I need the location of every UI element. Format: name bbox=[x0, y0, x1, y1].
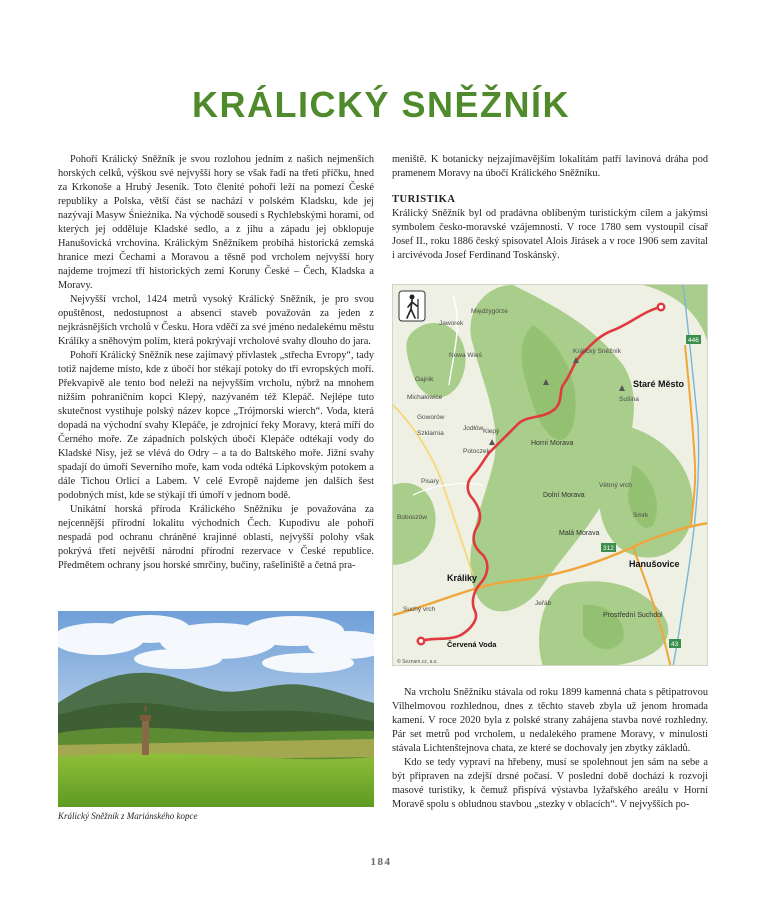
route-map bbox=[392, 284, 708, 666]
map-town-label: Hanušovice bbox=[629, 559, 680, 569]
left-column bbox=[58, 153, 374, 573]
page-title: KRÁLICKÝ SNĚŽNÍK bbox=[191, 84, 570, 125]
map-place-label: Suchý vrch bbox=[403, 606, 436, 613]
map-place-label: Nowa Wieś bbox=[449, 352, 482, 359]
paragraph: Králický Sněžník byl od pradávna oblíbeným turistickým cílem a jakýmsi symbolem česko-moravské vzájemnosti. V roce 1780 sem vystoupil císař Josef II., roku 1886 český spisovatel Alois Jirásek a v roce 1906 sem zavítal i arcivévoda Josef Ferdinand Toskánský. bbox=[392, 208, 708, 261]
map-town-label: Staré Město bbox=[633, 379, 685, 389]
map-place-label: Goworów bbox=[417, 414, 445, 421]
map-place-label: Szklarnia bbox=[417, 430, 444, 437]
map-place-label: Sušina bbox=[619, 396, 639, 403]
paragraph: meniště. K botanicky nejzajímavějším lokalitám patří lavinová dráha pod pramenem Moravy na úbočí Králického Sněžníku. bbox=[392, 154, 708, 179]
paragraph: Nejvyšší vrchol, 1424 metrů vysoký Králický Sněžník, je pro svou opuštěnost, nedostupnost a absenci staveb považován za jeden z nejkrásnějších vrcholů v Česku. Hora vděčí za své jméno nedalekému městu Králíky a sněhovým polím, která pokrývají vrcholové svahy dlouho do jara. bbox=[58, 294, 374, 347]
paragraph: Pohoří Králický Sněžník nese zajímavý přívlastek „střecha Evropy“, tady totiž najdeme místo, kde z úbočí hor stékají potoky do tří evropských moří. Překvapivě ale tento bod neleží na nejvyšším vrcholu, nýbrž na mnohem nižším pohraničním kopci Klepý, nazývaném též Klepáč. Nejlépe tuto skutečnost vystihuje polský název kopce „Trójmorski wierch“. Voda, která dopadá na východní svahy Klepáče, je zdrojnicí řeky Moravy, která míří do Černého moře. Ze západních polských úbočí Klepáče odtékají vody do Kladské Nisy, jež se vlévá do Odry – a ta do Baltského moře. Jižní svahy spadají do úmoří Severního moře, kam voda odtéká Lipkovským potokem a dále Tichou Orlicí a Labem. V celé Evropě najdeme jen dalších šest podobných míst, kde se stýkají tři úmoří v jednom bodě. bbox=[58, 350, 374, 501]
map-place-label: Větrný vrch bbox=[599, 482, 632, 489]
map-place-label: Potoczek bbox=[463, 448, 490, 455]
road-number-label: 312 bbox=[603, 545, 614, 552]
map-town-label: Prostřední Suchdol bbox=[603, 612, 663, 619]
road-number-label: 446 bbox=[688, 337, 699, 344]
map-place-label: Jaworek bbox=[439, 320, 464, 327]
paragraph: Unikátní horská příroda Králického Sněžníku je považována za nejcennější přírodní lokalitu východních Čech. Kupodivu ale pohoří nespadá pod ochranu chráněné krajinné oblasti, nejvyšší polohy však pokrývá třetí největší národní přírodní rezervace v České republice. Předmětem ochrany jsou horské smrčiny, bučiny, rašeliniště a četná pra- bbox=[58, 504, 374, 571]
map-place-label: Klepý bbox=[483, 428, 500, 435]
road-number-label: 43 bbox=[671, 641, 679, 648]
photo-caption: Králický Sněžník z Mariánského kopce bbox=[58, 811, 198, 821]
page-number: 184 bbox=[370, 856, 392, 868]
paragraph: Kdo se tedy vypraví na hřebeny, musí se spolehnout jen sám na sebe a být připraven na zdejší drsné počasí. V poslední době dochází k rozvoji masové turistiky, k čemuž přispívá výstavba lyžařského areálu v Horní Moravě spolu s obludnou stavbou „stezky v oblacích“. V nejvyšších po- bbox=[392, 757, 708, 810]
paragraph: Na vrcholu Sněžníku stávala od roku 1899 kamenná chata s pětipatrovou Vilhelmovou rozhlednou, dnes z těchto staveb zbyla už jenom hromada kamení. V roce 2020 byla z polské strany zahájena stavba nové rozhledny. Pár set metrů pod vrcholem, u nedalekého pramene Moravy, v minulosti stávala Lichtenštejnova chata, ze které se dochovaly jen zbytky základů. bbox=[392, 687, 708, 754]
map-town-label: Horní Morava bbox=[531, 440, 574, 447]
map-place-label: Michałowice bbox=[407, 394, 443, 401]
map-town-label: Dolní Morava bbox=[543, 492, 585, 499]
right-column-bottom bbox=[392, 686, 708, 812]
map-place-label: Jeřáb bbox=[535, 600, 552, 607]
map-place-label: Smrk bbox=[633, 512, 649, 519]
map-town-label: Malá Morava bbox=[559, 530, 600, 537]
right-column-top bbox=[392, 153, 708, 263]
map-place-label: Boboszów bbox=[397, 514, 427, 521]
map-place-label: Pisary bbox=[421, 478, 440, 485]
map-town-label: Králiky bbox=[447, 573, 478, 583]
paragraph: Pohoří Králický Sněžník je svou rozlohou jedním z našich nejmenších horských celků, výškou své nejvyšší hory se však řadí na třetí příčku, hned za Krkonoše a Hrubý Jeseník. Toto členité pohoří leží na pomezí České republiky a Polska, větší část se nachází v polském Kladsku, kde jej nazývají Masyw Śnieżnika. Na východě sousedí s Rychlebskými horami, od kterých jej odděluje Kladské sedlo, a z jihu a západu jej obklopuje Hanušovická vrchovina. Králickým Sněžníkem probíhá historická zemská hranice mezi Čechami a Moravou a těsně pod vrcholem nejvyšší hory najdeme trojmezí tří historických zemí Koruny České – Čech, Kladska a Moravy. bbox=[58, 154, 374, 291]
landscape-photo bbox=[58, 611, 374, 807]
map-town-label: Červená Voda bbox=[447, 640, 497, 649]
section-heading: TURISTIKA bbox=[392, 194, 456, 205]
map-place-label: Králický Sněžník bbox=[573, 348, 622, 355]
map-copyright: © Seznam.cz, a.s. bbox=[397, 659, 438, 665]
map-place-label: Międzygórze bbox=[471, 308, 508, 315]
map-place-label: Jodłów bbox=[463, 425, 484, 432]
map-place-label: Gajnik bbox=[415, 376, 434, 383]
